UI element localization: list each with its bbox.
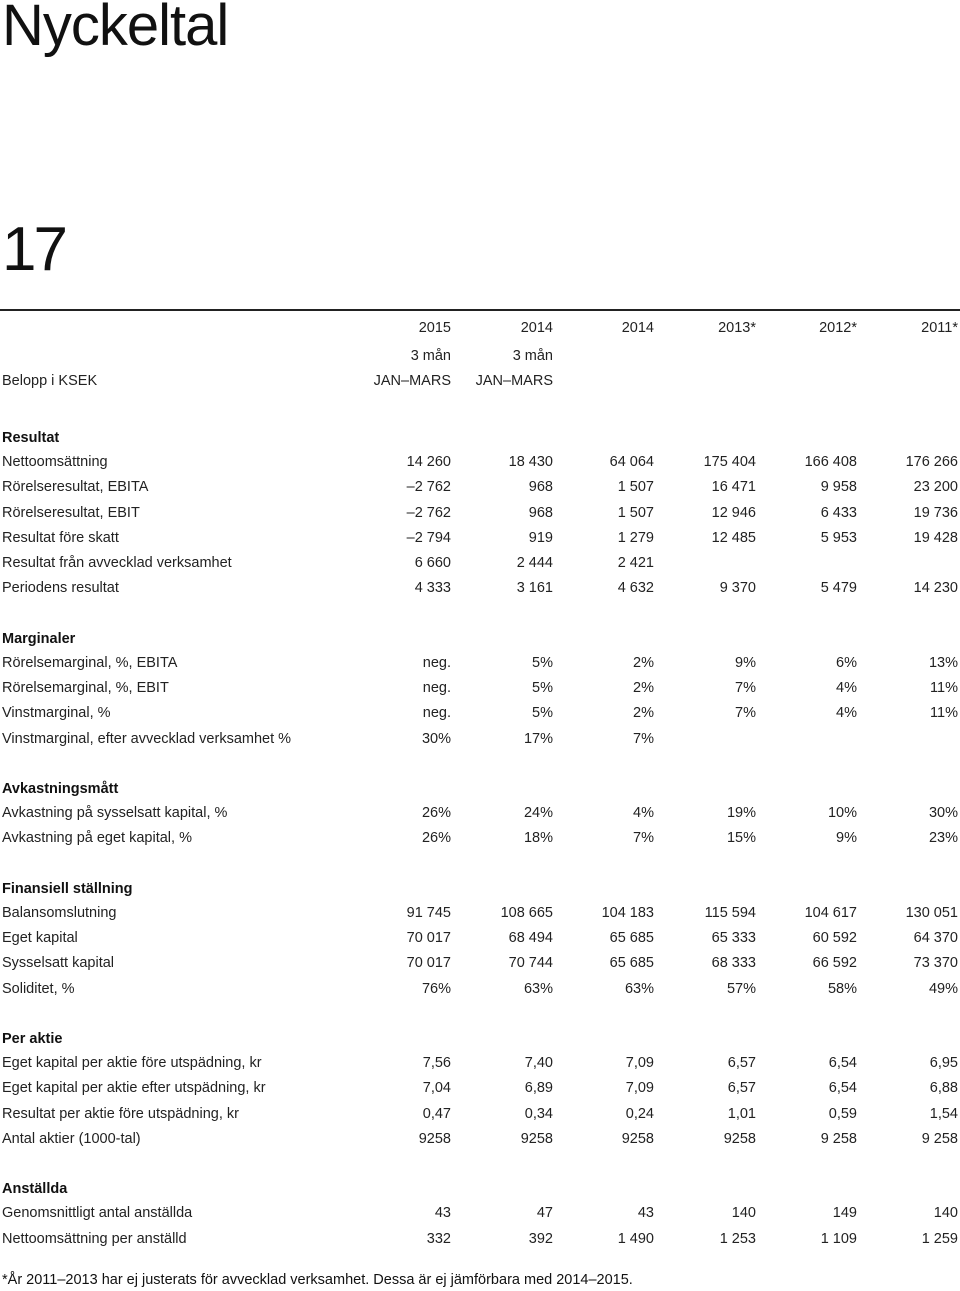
column-year: 2011* — [921, 320, 958, 336]
row-value: 49% — [928, 981, 958, 997]
page-number: 17 — [2, 215, 65, 284]
table-row — [0, 728, 960, 750]
row-value: 1 253 — [719, 1231, 756, 1247]
row-value: 65 685 — [609, 955, 654, 971]
row-value: 6 433 — [820, 505, 857, 521]
row-value: 4% — [633, 805, 654, 821]
row-value: 919 — [528, 530, 553, 546]
row-value: 14 260 — [406, 454, 451, 470]
row-value: 57% — [726, 981, 756, 997]
section-title: Finansiell ställning — [2, 881, 133, 897]
section-title: Marginaler — [2, 631, 76, 647]
row-value: 6,57 — [727, 1055, 756, 1071]
row-value: 5 479 — [820, 580, 857, 596]
row-value: 9258 — [418, 1131, 451, 1147]
section-heading — [0, 628, 960, 650]
row-value: 4 632 — [617, 580, 654, 596]
table-row — [0, 1052, 960, 1074]
row-value: 63% — [624, 981, 654, 997]
section-heading — [0, 427, 960, 449]
row-value: 9258 — [621, 1131, 654, 1147]
row-label: Eget kapital per aktie efter utspädning, kr — [2, 1080, 266, 1096]
row-label: Resultat från avvecklad verksamhet — [2, 555, 232, 571]
row-value: 0,34 — [524, 1106, 553, 1122]
row-value: 18 430 — [508, 454, 553, 470]
row-value: 58% — [827, 981, 857, 997]
row-value: 70 017 — [406, 930, 451, 946]
row-value: 16 471 — [711, 479, 756, 495]
row-value: 176 266 — [905, 454, 958, 470]
row-value: 0,24 — [625, 1106, 654, 1122]
row-value: 6,95 — [929, 1055, 958, 1071]
row-value: 1 279 — [617, 530, 654, 546]
table-row — [0, 476, 960, 498]
row-value: 140 — [933, 1205, 958, 1221]
row-value: 10% — [827, 805, 857, 821]
row-value: 0,59 — [828, 1106, 857, 1122]
table-row — [0, 927, 960, 949]
row-label: Balansomslutning — [2, 905, 117, 921]
row-value: 47 — [536, 1205, 553, 1221]
table-row — [0, 1202, 960, 1224]
row-value: 68 333 — [711, 955, 756, 971]
row-value: 968 — [528, 505, 553, 521]
row-value: 26% — [421, 805, 451, 821]
row-value: 65 685 — [609, 930, 654, 946]
row-value: 4% — [836, 680, 857, 696]
row-value: 76% — [421, 981, 451, 997]
table-row — [0, 652, 960, 674]
row-value: 7,56 — [422, 1055, 451, 1071]
column-months: JAN–MARS — [373, 373, 451, 389]
column-year: 2012* — [819, 320, 857, 336]
table-row — [0, 577, 960, 599]
row-value: 66 592 — [812, 955, 857, 971]
table-row — [0, 451, 960, 473]
row-value: 130 051 — [905, 905, 958, 921]
row-value: 7% — [633, 731, 654, 747]
row-label: Vinstmarginal, efter avvecklad verksamhet % — [2, 731, 292, 747]
row-value: neg. — [422, 680, 451, 696]
row-value: 0,47 — [422, 1106, 451, 1122]
row-value: 24% — [523, 805, 553, 821]
row-value: 9258 — [723, 1131, 756, 1147]
row-value: 2% — [633, 680, 654, 696]
row-value: 60 592 — [812, 930, 857, 946]
row-value: 11% — [930, 705, 958, 721]
row-value: 140 — [731, 1205, 756, 1221]
table-row — [0, 502, 960, 524]
row-value: 104 183 — [601, 905, 654, 921]
column-period: 3 mån — [512, 348, 553, 364]
table-row — [0, 902, 960, 924]
row-value: 9258 — [520, 1131, 553, 1147]
row-value: 13% — [928, 655, 958, 671]
row-value: 1 490 — [617, 1231, 654, 1247]
section-title: Avkastningsmått — [2, 781, 119, 797]
row-value: 15% — [726, 830, 756, 846]
row-value: 19 428 — [913, 530, 958, 546]
row-value: 7,09 — [625, 1080, 654, 1096]
row-value: 175 404 — [703, 454, 756, 470]
row-value: 5% — [532, 655, 553, 671]
row-value: 1 507 — [617, 479, 654, 495]
row-value: 104 617 — [804, 905, 857, 921]
row-label: Avkastning på sysselsatt kapital, % — [2, 805, 228, 821]
row-value: 1 259 — [921, 1231, 958, 1247]
table-row — [0, 702, 960, 724]
row-value: 2% — [633, 705, 654, 721]
table-row — [0, 1077, 960, 1099]
page-title: Nyckeltal — [2, 0, 229, 58]
row-label: Nettoomsättning — [2, 454, 108, 470]
row-value: 166 408 — [804, 454, 857, 470]
unit-label: Belopp i KSEK — [2, 373, 98, 389]
row-value: 7% — [735, 705, 756, 721]
row-label: Resultat per aktie före utspädning, kr — [2, 1106, 239, 1122]
row-value: 63% — [523, 981, 553, 997]
row-value: 12 485 — [711, 530, 756, 546]
row-value: 7% — [735, 680, 756, 696]
row-label: Vinstmarginal, % — [2, 705, 111, 721]
row-value: 43 — [637, 1205, 654, 1221]
row-value: 19% — [726, 805, 756, 821]
section-heading — [0, 878, 960, 900]
header-years-row — [0, 317, 960, 339]
row-value: 149 — [832, 1205, 857, 1221]
row-label: Nettoomsättning per anställd — [2, 1231, 187, 1247]
row-label: Genomsnittligt antal anställda — [2, 1205, 193, 1221]
row-value: 1,01 — [727, 1106, 756, 1122]
section-heading — [0, 778, 960, 800]
row-value: 17% — [523, 731, 553, 747]
row-value: 108 665 — [500, 905, 553, 921]
row-value: 6,54 — [828, 1055, 857, 1071]
column-year: 2014 — [520, 320, 553, 336]
row-value: 1,54 — [929, 1106, 958, 1122]
row-value: 5% — [532, 680, 553, 696]
column-year: 2015 — [418, 320, 451, 336]
row-label: Eget kapital — [2, 930, 78, 946]
row-value: 9 258 — [820, 1131, 857, 1147]
row-label: Rörelsemarginal, %, EBIT — [2, 680, 169, 696]
row-value: 9 958 — [820, 479, 857, 495]
table-row — [0, 552, 960, 574]
row-value: 9 258 — [921, 1131, 958, 1147]
row-value: 2 421 — [617, 555, 654, 571]
row-value: 18% — [523, 830, 553, 846]
table-row — [0, 952, 960, 974]
table-row — [0, 802, 960, 824]
row-value: 4% — [836, 705, 857, 721]
row-value: 5% — [532, 705, 553, 721]
row-value: 12 946 — [711, 505, 756, 521]
row-value: 2 444 — [516, 555, 553, 571]
row-value: 6,57 — [727, 1080, 756, 1096]
table-row — [0, 527, 960, 549]
row-value: 73 370 — [913, 955, 958, 971]
row-value: –2 794 — [406, 530, 451, 546]
row-value: 9% — [735, 655, 756, 671]
row-value: 70 744 — [508, 955, 553, 971]
row-value: 6,54 — [828, 1080, 857, 1096]
row-value: 26% — [421, 830, 451, 846]
row-value: 91 745 — [406, 905, 451, 921]
table-row — [0, 978, 960, 1000]
row-value: 43 — [434, 1205, 451, 1221]
column-months: JAN–MARS — [475, 373, 553, 389]
row-value: 115 594 — [704, 905, 756, 921]
row-value: 7,40 — [524, 1055, 553, 1071]
header-period-row — [0, 345, 960, 367]
row-value: –2 762 — [406, 505, 451, 521]
row-value: 7% — [633, 830, 654, 846]
row-value: 9% — [836, 830, 857, 846]
row-label: Sysselsatt kapital — [2, 955, 115, 971]
row-value: 30% — [421, 731, 451, 747]
footnote: *År 2011–2013 har ej justerats för avvecklad verksamhet. Dessa är ej jämförbara med 2014–2015. — [2, 1272, 633, 1288]
row-value: 1 109 — [820, 1231, 857, 1247]
table-row — [0, 827, 960, 849]
row-value: 23 200 — [913, 479, 958, 495]
row-value: 7,09 — [625, 1055, 654, 1071]
section-heading — [0, 1178, 960, 1200]
row-value: 392 — [528, 1231, 553, 1247]
row-value: 968 — [528, 479, 553, 495]
row-value: 64 370 — [913, 930, 958, 946]
column-period: 3 mån — [410, 348, 451, 364]
row-label: Antal aktier (1000-tal) — [2, 1131, 141, 1147]
row-label: Rörelsemarginal, %, EBITA — [2, 655, 178, 671]
row-value: 70 017 — [406, 955, 451, 971]
row-value: –2 762 — [406, 479, 451, 495]
section-title: Per aktie — [2, 1031, 63, 1047]
table-row — [0, 1103, 960, 1125]
row-value: 7,04 — [422, 1080, 451, 1096]
column-year: 2014 — [621, 320, 654, 336]
row-value: 2% — [633, 655, 654, 671]
row-value: neg. — [422, 655, 451, 671]
section-title: Resultat — [2, 430, 60, 446]
table-row — [0, 1128, 960, 1150]
row-label: Eget kapital per aktie före utspädning, kr — [2, 1055, 262, 1071]
table-row — [0, 1228, 960, 1250]
row-label: Soliditet, % — [2, 981, 75, 997]
table-row — [0, 677, 960, 699]
row-value: 19 736 — [913, 505, 958, 521]
row-value: 6,88 — [929, 1080, 958, 1096]
row-value: 6 660 — [414, 555, 451, 571]
row-label: Avkastning på eget kapital, % — [2, 830, 192, 846]
row-value: 68 494 — [508, 930, 553, 946]
row-value: 6,89 — [524, 1080, 553, 1096]
row-value: 65 333 — [711, 930, 756, 946]
row-value: 23% — [928, 830, 958, 846]
row-value: neg. — [422, 705, 451, 721]
row-label: Resultat före skatt — [2, 530, 119, 546]
row-value: 332 — [426, 1231, 451, 1247]
row-value: 3 161 — [516, 580, 553, 596]
row-value: 14 230 — [913, 580, 958, 596]
section-title: Anställda — [2, 1181, 68, 1197]
row-value: 64 064 — [609, 454, 654, 470]
row-value: 6% — [836, 655, 857, 671]
header-months-row — [0, 370, 960, 392]
row-value: 5 953 — [820, 530, 857, 546]
section-heading — [0, 1028, 960, 1050]
header-rule — [0, 309, 960, 311]
row-label: Rörelseresultat, EBITA — [2, 479, 149, 495]
column-year: 2013* — [718, 320, 756, 336]
row-value: 11% — [930, 680, 958, 696]
row-value: 1 507 — [617, 505, 654, 521]
row-value: 30% — [928, 805, 958, 821]
row-label: Periodens resultat — [2, 580, 119, 596]
row-value: 4 333 — [414, 580, 451, 596]
row-label: Rörelseresultat, EBIT — [2, 505, 140, 521]
row-value: 9 370 — [719, 580, 756, 596]
